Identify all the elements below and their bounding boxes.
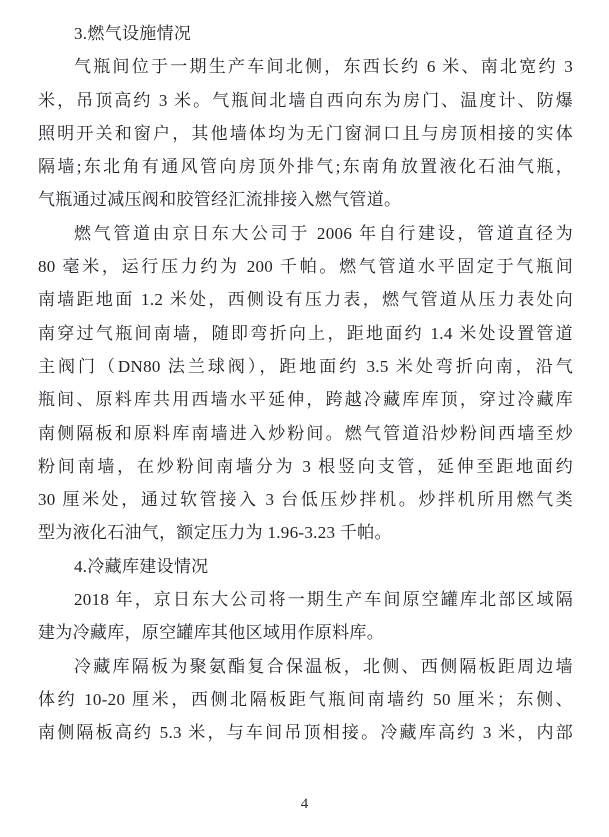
text-line: 燃气管道由京日东大公司于 2006 年自行建设，管道直径为: [74, 223, 573, 243]
text-line: 南侧隔板和原料库南墙进入炒粉间。燃气管道沿炒粉间西墙至炒: [38, 423, 573, 443]
text-line: 气瓶间位于一期生产车间北侧，东西长约 6 米、南北宽约 3: [74, 57, 573, 77]
text-line: 气瓶通过减压阀和胶管经汇流排接入燃气管道。: [38, 190, 402, 210]
text-line: 南墙距地面 1.2 米处，西侧设有压力表，燃气管道从压力表处向: [38, 290, 573, 310]
text-block: [38, 17, 573, 750]
text-line: 3.燃气设施情况: [74, 24, 192, 43]
text-line: 南侧隔板高约 5.3 米，与车间吊顶相接。冷藏库高约 3 米，内部: [38, 723, 573, 743]
text-line: 建为冷藏库，原空罐库其他区域用作原料库。: [38, 623, 384, 643]
text-line: 2018 年，京日东大公司将一期生产车间原空罐库北部区域隔: [74, 590, 573, 610]
text-line: 隔墙;东北角有通风管向房顶外排气;东南角放置液化石油气瓶，: [38, 157, 573, 177]
text-line: 冷藏库隔板为聚氨酯复合保温板，北侧、西侧隔板距周边墙: [74, 656, 573, 676]
text-line: 80 毫米，运行压力约为 200 千帕。燃气管道水平固定于气瓶间: [38, 257, 573, 277]
text-line: 4.冷藏库建设情况: [74, 556, 209, 576]
text-line: 照明开关和窗户，其他墙体均为无门窗洞口且与房顶相接的实体: [38, 123, 573, 143]
text-line: 粉间南墙，在炒粉间南墙分为 3 根竖向支管，延伸至距地面约: [38, 456, 573, 476]
text-line: 瓶间、原料库共用西墙水平延伸，跨越冷藏库库顶，穿过冷藏库: [38, 390, 573, 410]
text-line: 体约 10-20 厘米，西侧北隔板距气瓶间南墙约 50 厘米；东侧、: [38, 689, 573, 709]
text-line: 南穿过气瓶间南墙，随即弯折向上，距地面约 1.4 米处设置管道: [38, 323, 573, 343]
page-number: 4: [300, 796, 309, 812]
text-line: 主阀门（DN80 法兰球阀），距地面约 3.5 米处弯折向南，沿气: [38, 356, 573, 376]
text-line: 型为液化石油气，额定压力为 1.96-3.23 千帕。: [38, 523, 392, 543]
text-line: 米，吊顶高约 3 米。气瓶间北墙自西向东为房门、温度计、防爆: [38, 90, 573, 110]
text-line: 30 厘米处，通过软管接入 3 台低压炒拌机。炒拌机所用燃气类: [38, 490, 573, 510]
